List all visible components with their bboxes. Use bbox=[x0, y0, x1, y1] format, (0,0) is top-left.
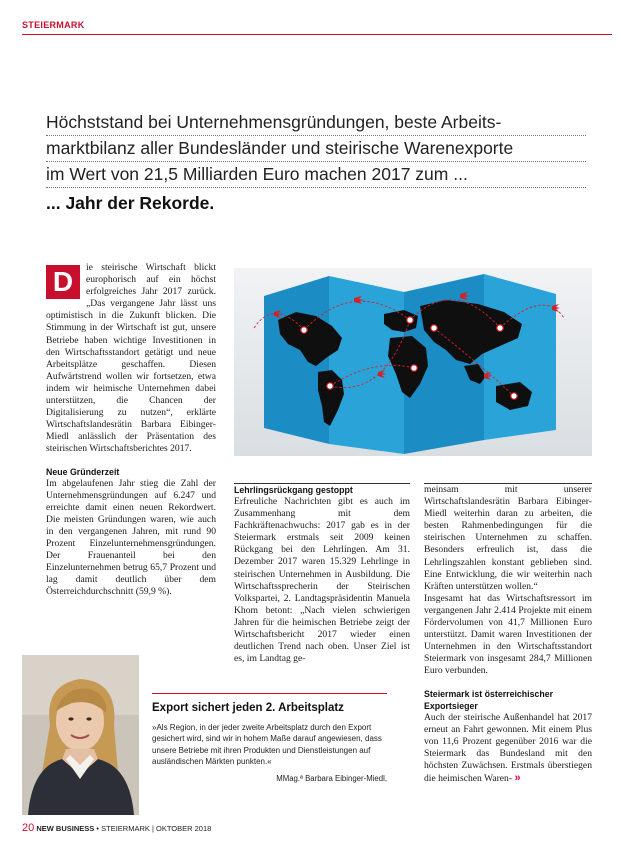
page-footer bbox=[22, 822, 211, 834]
quote-title: Export sichert jeden 2. Arbeitsplatz bbox=[152, 702, 344, 714]
quote-text: »Als Region, in der jeder zweite Arbeitsplatz durch den Export gesichert wird, sind wir in hohem Maße darauf angewiesen, dass unsere Betriebe mit ihren Produkten und Dienstleistungen auf ausländischen Märkten punkten.« bbox=[152, 723, 382, 767]
headline-line-3: im Wert von 21,5 Milliarden Euro machen 2017 zum ... bbox=[46, 162, 586, 188]
section-text-export bbox=[424, 712, 592, 786]
quote-author: MMag.ª Barbara Eibinger-Miedl, bbox=[276, 773, 387, 783]
intro-text: ie steirische Wirtschaft blickt europhorisch auf ein höchst erfolgreiches Jahr 2017 zurück. „Das vergangene Jahr lässt uns optimistisch in die Zukunft blicken. Die Stimmung in der Wirtschaft ist gut, unsere Betriebe haben wichtige Investitionen in den Wirtschaftsstandort getätigt und neue Arbeitsplätze geschaffen. Diesen Aufwärtstrend wollen wir fortsetzen, etwa indem wir heimische Unternehmen dabei unterstützen, die Chancen der Digitalisierung zu nutzen“, erklärte Wirtschaftslandesrätin Barbara Eibinger-Miedl anlässlich der Präsentation des steirischen Wirtschaftsberichtes 2017. bbox=[46, 262, 216, 455]
dropcap: D bbox=[46, 265, 80, 299]
footer-pipe: | bbox=[151, 824, 154, 833]
magazine-name: NEW BUSINESS bbox=[36, 824, 95, 833]
section-heading-export: Steiermark ist österreichischer Exportsieger bbox=[424, 688, 554, 711]
headline-bold-line: ... Jahr der Rekorde. bbox=[46, 193, 215, 213]
headline bbox=[46, 110, 586, 218]
column-3-text-2: Insgesamt hat das Wirtschaftsressort im vergangenen Jahr 2.414 Projekte mit einem Fördervolumen von 41,7 Millionen Euro unterstützt. Damit waren Investitionen der Unternehmen in den Wirtschaftsstandort Steiermark von insgesamt 284,7 Millionen Euro verbunden. bbox=[424, 592, 592, 677]
headline-line-1: Höchststand bei Unternehmensgründungen, beste Arbeits- bbox=[46, 110, 586, 136]
intro-paragraph bbox=[46, 262, 216, 456]
column-3-text-1: meinsam mit unserer Wirtschaftslandesrätin Barbara Eibinger-Miedl weiterhin daran zu arbeiten, die besten Rahmenbedingungen für die steirischen Unternehmen zu schaffen. Besonders erfreulich ist, dass die Lehrlingszahlen konstant geblieben sind. Eine Entwicklung, die wir weiterhin nach Kräften unterstützen wollen.“ bbox=[424, 484, 592, 592]
section-heading-lehrlinge: Lehrlingsrückgang gestoppt bbox=[234, 485, 353, 495]
section-text-gruenderzeit: Im abgelaufenen Jahr stieg die Zahl der Unternehmensgründungen auf 6.247 und erreichte damit einen neuen Rekordwert. Die meisten Gründungen waren, wie auch in den vergangenen Jahren, mit rund 90 Prozent Einzelunternehmensgründungen. Der Frauenanteil bei den Einzelunternehmen betrug 65,7 Prozent und lag damit deutlich über dem Österreichdurchschnitt (59,9 %). bbox=[46, 477, 216, 598]
headline-line-2: marktbilanz aller Bundesländer und steirische Warenexporte bbox=[46, 136, 586, 162]
section-tag: STEIERMARK bbox=[22, 20, 85, 30]
article-column-1 bbox=[46, 262, 216, 598]
section-text-lehrlinge: Erfreuliche Nachrichten gibt es auch im Zusammenhang mit dem Fachkräftenachwuchs: 2017 gab es in der Steiermark erstmals seit 2009 keinen Rückgang bei den Lehrlingen. Am 31. Dezember 2017 waren 15.329 Lehrlinge in steirischen Unternehmen in Ausbildung. Die Wirtschaftssprecherin der Steirischen Volkspartei, 2. Landtagspräsidentin Manuela Khom betont: „Nach vielen schwierigen Jahren für die heimischen Betriebe zeigt der Wirtschaftsbericht 2017 wieder einen deutlichen Trend nach oben. Unser Ziel ist es, im Landtag ge- bbox=[234, 496, 410, 665]
article-column-3 bbox=[424, 484, 592, 785]
page-number: 20 bbox=[22, 822, 35, 834]
section-text-export-body: Auch der steirische Außenhandel hat 2017 erneut an Fahrt gewonnen. Mit einem Plus von 11,6 Prozent gegenüber 2016 war die Steiermark das Bundesland mit den höchsten Zuwächsen. Erstmals überstiegen die heimischen Waren- bbox=[424, 711, 592, 784]
world-map-with-flight-routes-icon bbox=[234, 268, 592, 456]
quote-box bbox=[152, 693, 387, 783]
article-column-2 bbox=[234, 484, 410, 665]
portrait-photo-icon bbox=[22, 655, 139, 815]
footer-separator: • bbox=[96, 824, 100, 833]
footer-issue: OKTOBER 2018 bbox=[156, 824, 212, 833]
section-heading-gruenderzeit: Neue Gründerzeit bbox=[46, 466, 120, 477]
quote-box-rule bbox=[152, 693, 387, 694]
continue-arrow-icon: » bbox=[514, 771, 521, 784]
footer-section: STEIERMARK bbox=[101, 824, 150, 833]
section-rule bbox=[22, 34, 612, 35]
